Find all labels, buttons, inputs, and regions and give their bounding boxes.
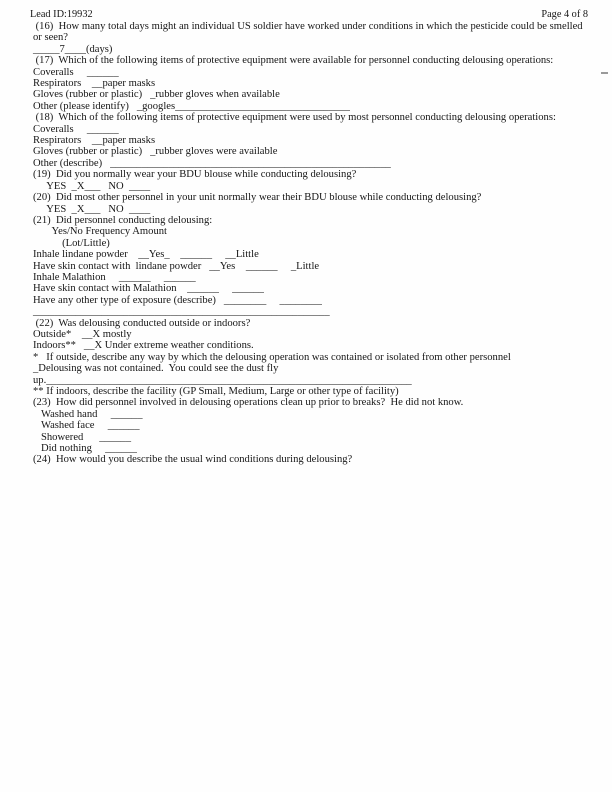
question-19-text: (19) Did you normally wear your BDU blouse while conducting delousing? <box>33 169 357 181</box>
q18-item-other: Other (describe) _____________________________________________________ <box>33 157 391 169</box>
q22-footnote-indoors: ** If indoors, describe the facility (GP Small, Medium, Large or other type of facility) <box>33 386 399 397</box>
q21-item-skin-malathion: Have skin contact with Malathion ______ ______ <box>33 283 264 295</box>
q21-item-skin-lindane: Have skin contact with lindane powder __Yes ______ _Little <box>33 260 320 272</box>
q23-item-showered: Showered ______ <box>33 431 131 443</box>
page-header <box>30 9 588 20</box>
question-16-text: (16) How many total days might an individual US soldier have worked under conditions in which the pesticide could be smelled or seen? <box>33 21 586 44</box>
page-number-label: Page 4 of 8 <box>541 9 588 20</box>
question-19-answer: YES _X___ NO ____ <box>33 180 151 192</box>
q21-item-other-exposure: Have any other type of exposure (describe) ________ ________ <box>33 294 322 306</box>
question-20-answer: YES _X___ NO ____ <box>33 203 151 215</box>
q21-item-inhale-malathion: Inhale Malathion ______ ______ <box>33 271 196 283</box>
question-21-text: (21) Did personnel conducting delousing: <box>33 214 213 226</box>
q21-blank-line: ________________________________________________________ <box>33 306 330 318</box>
form-body <box>33 21 586 466</box>
q22-footnote-outside-3: up._____________________________________________________________________ <box>33 374 412 386</box>
q23-item-did-nothing: Did nothing ______ <box>33 443 137 455</box>
question-16-answer: _____7____(days) <box>33 43 113 55</box>
q22-footnote-outside-1: * If outside, describe any way by which the delousing operation was contained or isolated from other personnel <box>33 351 511 363</box>
q23-item-washed-hand: Washed hand ______ <box>33 408 143 420</box>
q18-item-gloves: Gloves (rubber or plastic) _rubber gloves were available <box>33 146 278 158</box>
q18-item-coveralls: Coveralls ______ <box>33 123 119 135</box>
q21-item-inhale-lindane: Inhale lindane powder __Yes_ ______ __Little <box>33 249 259 261</box>
q21-subheader-lotlittle: (Lot/Little) <box>33 237 110 249</box>
question-20-text: (20) Did most other personnel in your unit normally wear their BDU blouse while conducting delousing? <box>33 192 482 204</box>
q22-item-outside: Outside* __X mostly <box>33 328 132 340</box>
q17-item-coveralls: Coveralls ______ <box>33 66 119 78</box>
q18-item-respirators: Respirators __paper masks <box>33 135 156 147</box>
question-17-text: (17) Which of the following items of protective equipment were available for personnel conducting delousing operations: <box>33 55 554 67</box>
q17-item-gloves: Gloves (rubber or plastic) _rubber gloves when available <box>33 89 280 101</box>
q23-item-washed-face: Washed face ______ <box>33 420 140 432</box>
question-22-text: (22) Was delousing conducted outside or indoors? <box>33 317 251 329</box>
question-23-text: (23) How did personnel involved in delousing operations clean up prior to breaks? He did not know. <box>33 397 464 409</box>
q17-item-other: Other (please identify) _googles_________________________________ <box>33 100 350 112</box>
scan-artifact-mark <box>601 72 608 74</box>
q17-item-respirators: Respirators __paper masks <box>33 78 156 90</box>
q22-item-indoors: Indoors** __X Under extreme weather conditions. <box>33 340 254 352</box>
q22-footnote-outside-2: _Delousing was not contained. You could see the dust fly <box>33 363 279 375</box>
lead-id-label: Lead ID:19932 <box>30 9 93 20</box>
question-24-text: (24) How would you describe the usual wind conditions during delousing? <box>33 454 353 466</box>
question-18-text: (18) Which of the following items of protective equipment were used by most personnel conducting delousing operations: <box>33 112 556 124</box>
q21-subheader-yesno: Yes/No Frequency Amount <box>33 226 168 238</box>
